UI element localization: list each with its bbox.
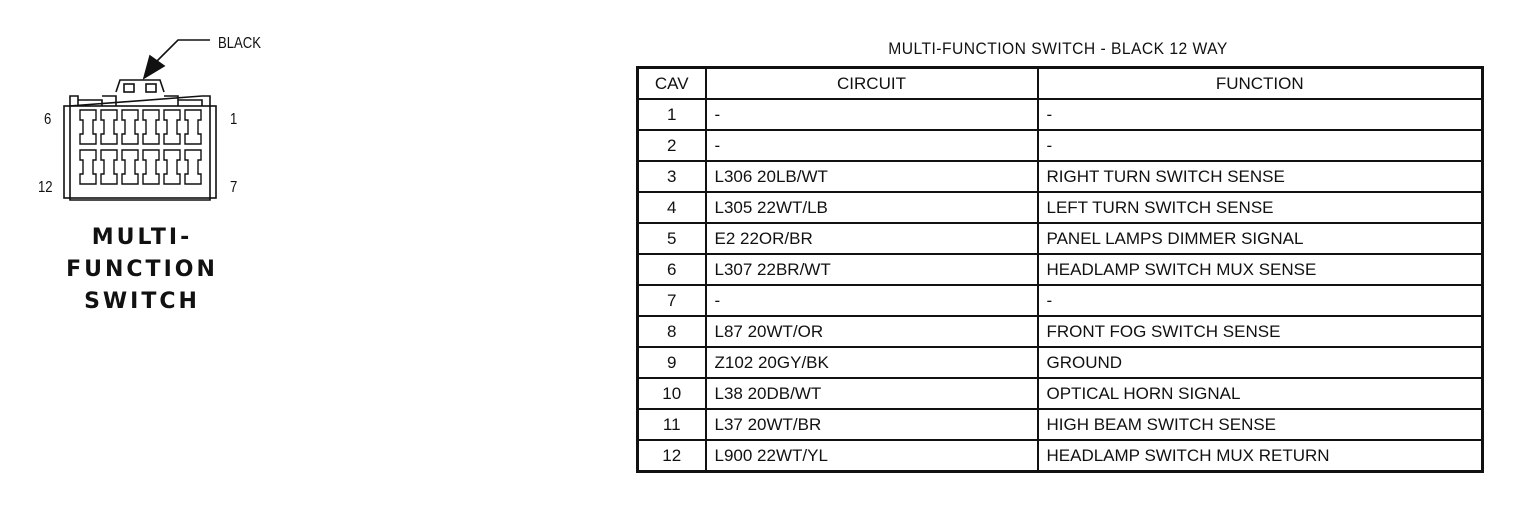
cavity-outline <box>185 110 201 144</box>
table-title: MULTI-FUNCTION SWITCH - BLACK 12 WAY <box>888 39 1228 58</box>
cavity-outline <box>143 150 159 184</box>
cavity-outline <box>122 150 138 184</box>
circuit-cell: E2 22OR/BR <box>706 223 1038 254</box>
cavity-outline <box>164 110 180 144</box>
cav-cell: 3 <box>638 161 706 192</box>
table-row <box>638 254 1483 285</box>
table-row <box>638 223 1483 254</box>
table-header-row <box>638 68 1483 100</box>
header-function: FUNCTION <box>1038 68 1483 100</box>
cavity-outline <box>122 110 138 144</box>
table-row <box>638 161 1483 192</box>
circuit-cell: L38 20DB/WT <box>706 378 1038 409</box>
function-cell: HIGH BEAM SWITCH SENSE <box>1038 409 1483 440</box>
cav-cell: 10 <box>638 378 706 409</box>
callout-leader-line <box>156 40 210 62</box>
circuit-cell: - <box>706 99 1038 130</box>
connector-name-line2: SWITCH <box>84 289 200 314</box>
circuit-cell: L305 22WT/LB <box>706 192 1038 223</box>
function-cell: - <box>1038 285 1483 316</box>
function-cell: OPTICAL HORN SIGNAL <box>1038 378 1483 409</box>
function-cell: PANEL LAMPS DIMMER SIGNAL <box>1038 223 1483 254</box>
table-row <box>638 99 1483 130</box>
table-row <box>638 192 1483 223</box>
cavity-outline <box>164 150 180 184</box>
circuit-cell: L307 22BR/WT <box>706 254 1038 285</box>
cav-cell: 2 <box>638 130 706 161</box>
connector-latch <box>116 80 164 92</box>
table-body <box>638 99 1483 472</box>
cav-cell: 8 <box>638 316 706 347</box>
header-cav: CAV <box>638 68 706 100</box>
function-cell: GROUND <box>1038 347 1483 378</box>
circuit-cell: Z102 20GY/BK <box>706 347 1038 378</box>
cavity-outline <box>143 110 159 144</box>
pin-label-1: 1 <box>230 111 238 128</box>
cav-cell: 11 <box>638 409 706 440</box>
table-row <box>638 285 1483 316</box>
cav-cell: 7 <box>638 285 706 316</box>
function-cell: - <box>1038 99 1483 130</box>
cav-cell: 12 <box>638 440 706 472</box>
cavity-grid <box>80 110 201 184</box>
cavity-outline <box>101 110 117 144</box>
connector-color-callout: BLACK <box>218 35 262 52</box>
function-cell: RIGHT TURN SWITCH SENSE <box>1038 161 1483 192</box>
pin-label-6: 6 <box>44 111 52 128</box>
cavity-outline <box>101 150 117 184</box>
pin-label-7: 7 <box>230 179 238 196</box>
function-cell: LEFT TURN SWITCH SENSE <box>1038 192 1483 223</box>
table-row <box>638 316 1483 347</box>
table-row <box>638 347 1483 378</box>
table-row <box>638 409 1483 440</box>
connector-name-line1: MULTI-FUNCTION <box>66 225 218 282</box>
cavity-outline <box>80 150 96 184</box>
pin-label-12: 12 <box>38 179 53 196</box>
cav-cell: 5 <box>638 223 706 254</box>
pinout-table <box>636 66 1484 473</box>
connector-name <box>20 222 264 318</box>
cav-cell: 9 <box>638 347 706 378</box>
function-cell: HEADLAMP SWITCH MUX RETURN <box>1038 440 1483 472</box>
function-cell: - <box>1038 130 1483 161</box>
table-row <box>638 378 1483 409</box>
table-row <box>638 130 1483 161</box>
circuit-cell: - <box>706 285 1038 316</box>
circuit-cell: L900 22WT/YL <box>706 440 1038 472</box>
circuit-cell: L306 20LB/WT <box>706 161 1038 192</box>
cavity-outline <box>80 110 96 144</box>
circuit-cell: L37 20WT/BR <box>706 409 1038 440</box>
header-circuit: CIRCUIT <box>706 68 1038 100</box>
cav-cell: 1 <box>638 99 706 130</box>
cavity-outline <box>185 150 201 184</box>
function-cell: FRONT FOG SWITCH SENSE <box>1038 316 1483 347</box>
table-row <box>638 440 1483 472</box>
circuit-cell: - <box>706 130 1038 161</box>
cav-cell: 4 <box>638 192 706 223</box>
circuit-cell: L87 20WT/OR <box>706 316 1038 347</box>
callout-arrowhead <box>144 56 164 78</box>
cav-cell: 6 <box>638 254 706 285</box>
function-cell: HEADLAMP SWITCH MUX SENSE <box>1038 254 1483 285</box>
